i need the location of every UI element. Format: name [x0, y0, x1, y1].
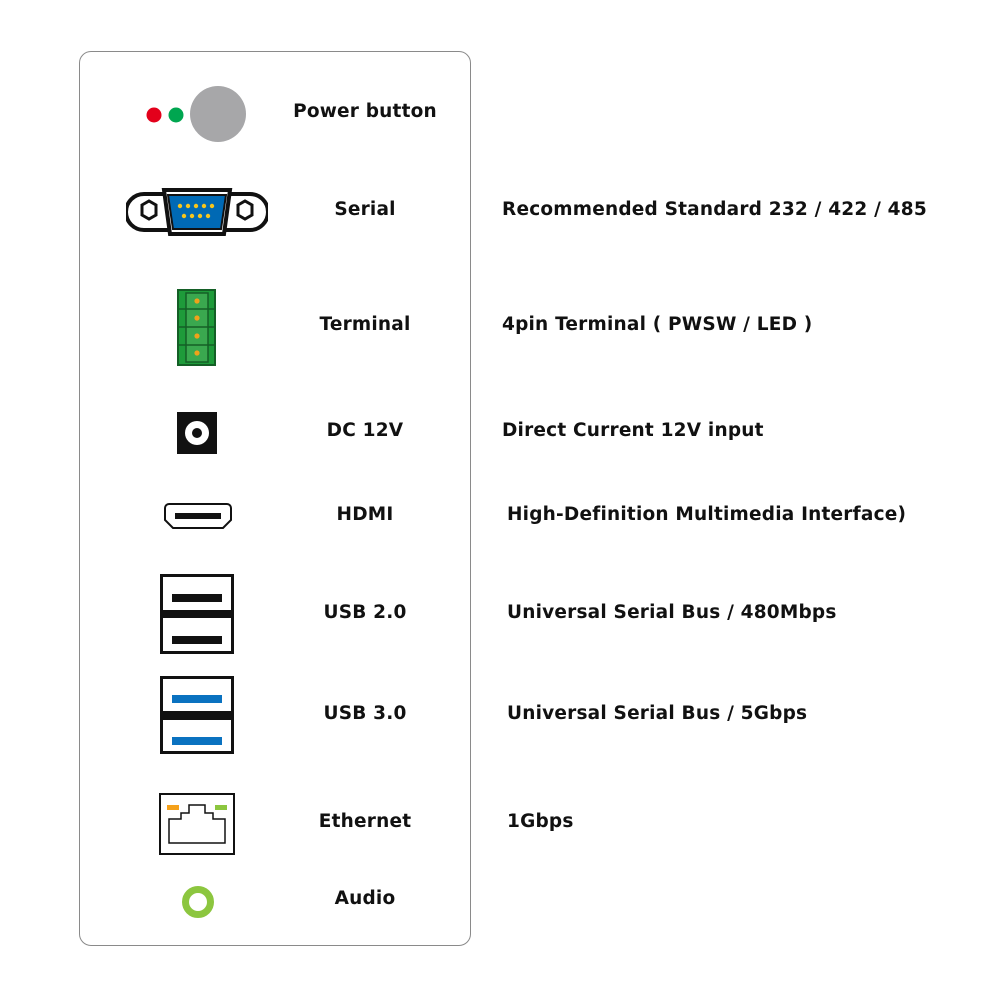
label-hdmi: HDMI [336, 504, 394, 525]
status-led-green [169, 108, 184, 123]
label-ethernet: Ethernet [318, 811, 412, 832]
desc-serial: Recommended Standard 232 / 422 / 485 [502, 199, 927, 220]
label-dc-12v: DC 12V [326, 420, 404, 441]
power-button-icon [140, 82, 252, 146]
hdmi-port-icon [163, 502, 233, 530]
label-terminal: Terminal [319, 314, 411, 335]
desc-ethernet: 1Gbps [507, 811, 574, 832]
desc-usb-2-0: Universal Serial Bus / 480Mbps [507, 602, 837, 623]
dc-jack-icon [177, 412, 217, 454]
desc-usb-3-0: Universal Serial Bus / 5Gbps [507, 703, 808, 724]
audio-jack-icon [180, 884, 216, 920]
label-power-button: Power button [293, 101, 437, 122]
desc-terminal: 4pin Terminal ( PWSW / LED ) [502, 314, 813, 335]
ethernet-port-icon [159, 793, 235, 855]
status-led-red [147, 108, 162, 123]
label-audio: Audio [334, 888, 396, 909]
label-usb-2-0: USB 2.0 [323, 602, 407, 623]
label-usb-3-0: USB 3.0 [323, 703, 407, 724]
terminal-block-icon [176, 288, 218, 368]
desc-hdmi: High-Definition Multimedia Interface) [507, 504, 907, 525]
usb3-port-icon [160, 676, 234, 754]
desc-dc-12v: Direct Current 12V input [502, 420, 764, 441]
label-serial: Serial [334, 199, 396, 220]
serial-port-icon [126, 184, 268, 240]
usb2-port-icon [160, 574, 234, 654]
power-button-circle [190, 86, 246, 142]
